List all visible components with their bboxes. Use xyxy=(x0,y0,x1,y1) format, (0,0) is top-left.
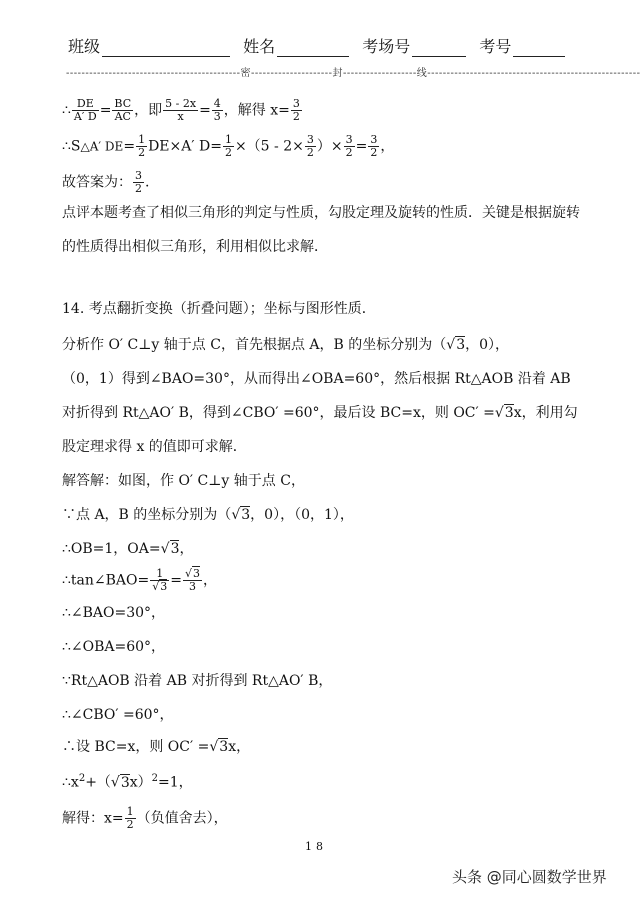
fraction: $\frac{1}{√3}$ xyxy=(152,567,168,593)
seal-line: ---------------------------------------------密---------------------封-------------------线------------------------------------------------------- xyxy=(66,68,641,79)
solution-line-9: ∴设 BC=x，则 OC′ =√3x， xyxy=(62,739,251,755)
solution-line-10: $\therefore x^2+(√3x)^2=1$， xyxy=(62,773,193,791)
fraction: $\frac{5 - 2x}{x}$ xyxy=(165,97,197,123)
solution-line-4: ∴tan∠BAO= $\frac{1}{√3}$ = $\frac{√3}{3}$ ， xyxy=(62,567,217,593)
analysis-line-4: 股定理求得 x 的值即可求解． xyxy=(62,439,247,455)
fraction: $\frac{1}{2}$ xyxy=(224,133,232,159)
comment-paragraph: 点评本题考查了相似三角形的判定与性质，勾股定理及旋转的性质．关键是根据旋转的性质得出相似三角形，利用相似比求解． xyxy=(62,205,580,255)
watermark: 头条 @同心圆数学世界 xyxy=(452,868,607,886)
solution-line-2: ∵点 A，B 的坐标分别为（√3，0），（0，1）， xyxy=(62,507,354,523)
fraction: $\frac{3}{2}$ xyxy=(306,133,314,159)
page-number: 18 xyxy=(305,840,327,853)
number-label: 考号 xyxy=(479,37,512,56)
question-14-heading: 14. 考点翻折变换（折叠问题）；坐标与图形性质． xyxy=(62,301,376,317)
fraction: $\frac{√3}{3}$ xyxy=(184,567,200,593)
solution-line-5: ∴∠BAO=30°， xyxy=(62,605,166,621)
fraction: $\frac{3}{2}$ xyxy=(345,133,353,159)
fraction: $\frac{4}{3}$ xyxy=(213,97,221,123)
name-label: 姓名 xyxy=(243,37,276,56)
solution-line-8: ∴∠CBO′ =60°， xyxy=(62,707,174,723)
formula-line-1: ∴ $\frac{DE}{A' D}$ = $\frac{BC}{AC}$ ，即 $\frac{5 - 2x}{x}$ = $\frac{4}{3}$ ，解得 x= $\frac{3}{2}$ xyxy=(62,97,300,123)
fraction: $\frac{3}{2}$ xyxy=(292,97,300,123)
formula-line-2: ∴S△A′ DE= $\frac{1}{2}$ DE×A′ D= $\frac{1}{2}$ ×（5 - 2× $\frac{3}{2}$ ）× $\frac{3}{2}$ = $\frac{3}{2}$ ， xyxy=(62,133,395,159)
fraction: $\frac{3}{2}$ xyxy=(370,133,378,159)
class-label: 班级 xyxy=(68,37,101,56)
solution-line-7: ∵Rt△AOB 沿着 AB 对折得到 Rt△AO′ B， xyxy=(62,673,333,689)
fraction: $\frac{1}{2}$ xyxy=(138,133,146,159)
answer-line: 故答案为： $\frac{3}{2}$ . xyxy=(62,169,150,195)
fraction: $\frac{DE}{A' D}$ xyxy=(73,97,97,123)
room-blank xyxy=(412,40,466,57)
analysis-line-2: （0，1）得到∠BAO=30°，从而得出∠OBA=60°，然后根据 Rt△AOB 沿着 AB xyxy=(62,371,571,387)
name-blank xyxy=(277,40,349,57)
class-blank xyxy=(102,40,230,57)
analysis-line-3: 对折得到 Rt△AO′ B，得到∠CBO′ =60°，最后设 BC=x，则 OC′ =√3x，利用勾 xyxy=(62,405,578,421)
solution-line-1: 解答解：如图，作 O′ C⊥y 轴于点 C， xyxy=(62,473,305,489)
room-label: 考场号 xyxy=(362,37,411,56)
solution-line-3: ∴OB=1，OA=√3， xyxy=(62,541,194,557)
fraction: $\frac{BC}{AC}$ xyxy=(114,97,132,123)
header-fields xyxy=(68,34,565,57)
solution-line-6: ∴∠OBA=60°， xyxy=(62,639,166,655)
analysis-line-1: 分析作 O′ C⊥y 轴于点 C，首先根据点 A，B 的坐标分别为（√3，0）， xyxy=(62,337,510,353)
fraction: $\frac{1}{2}$ xyxy=(126,805,134,831)
number-blank xyxy=(513,40,565,57)
solution-line-11: 解得：x= $\frac{1}{2}$ （负值舍去）， xyxy=(62,805,228,831)
fraction: $\frac{3}{2}$ xyxy=(135,169,142,195)
